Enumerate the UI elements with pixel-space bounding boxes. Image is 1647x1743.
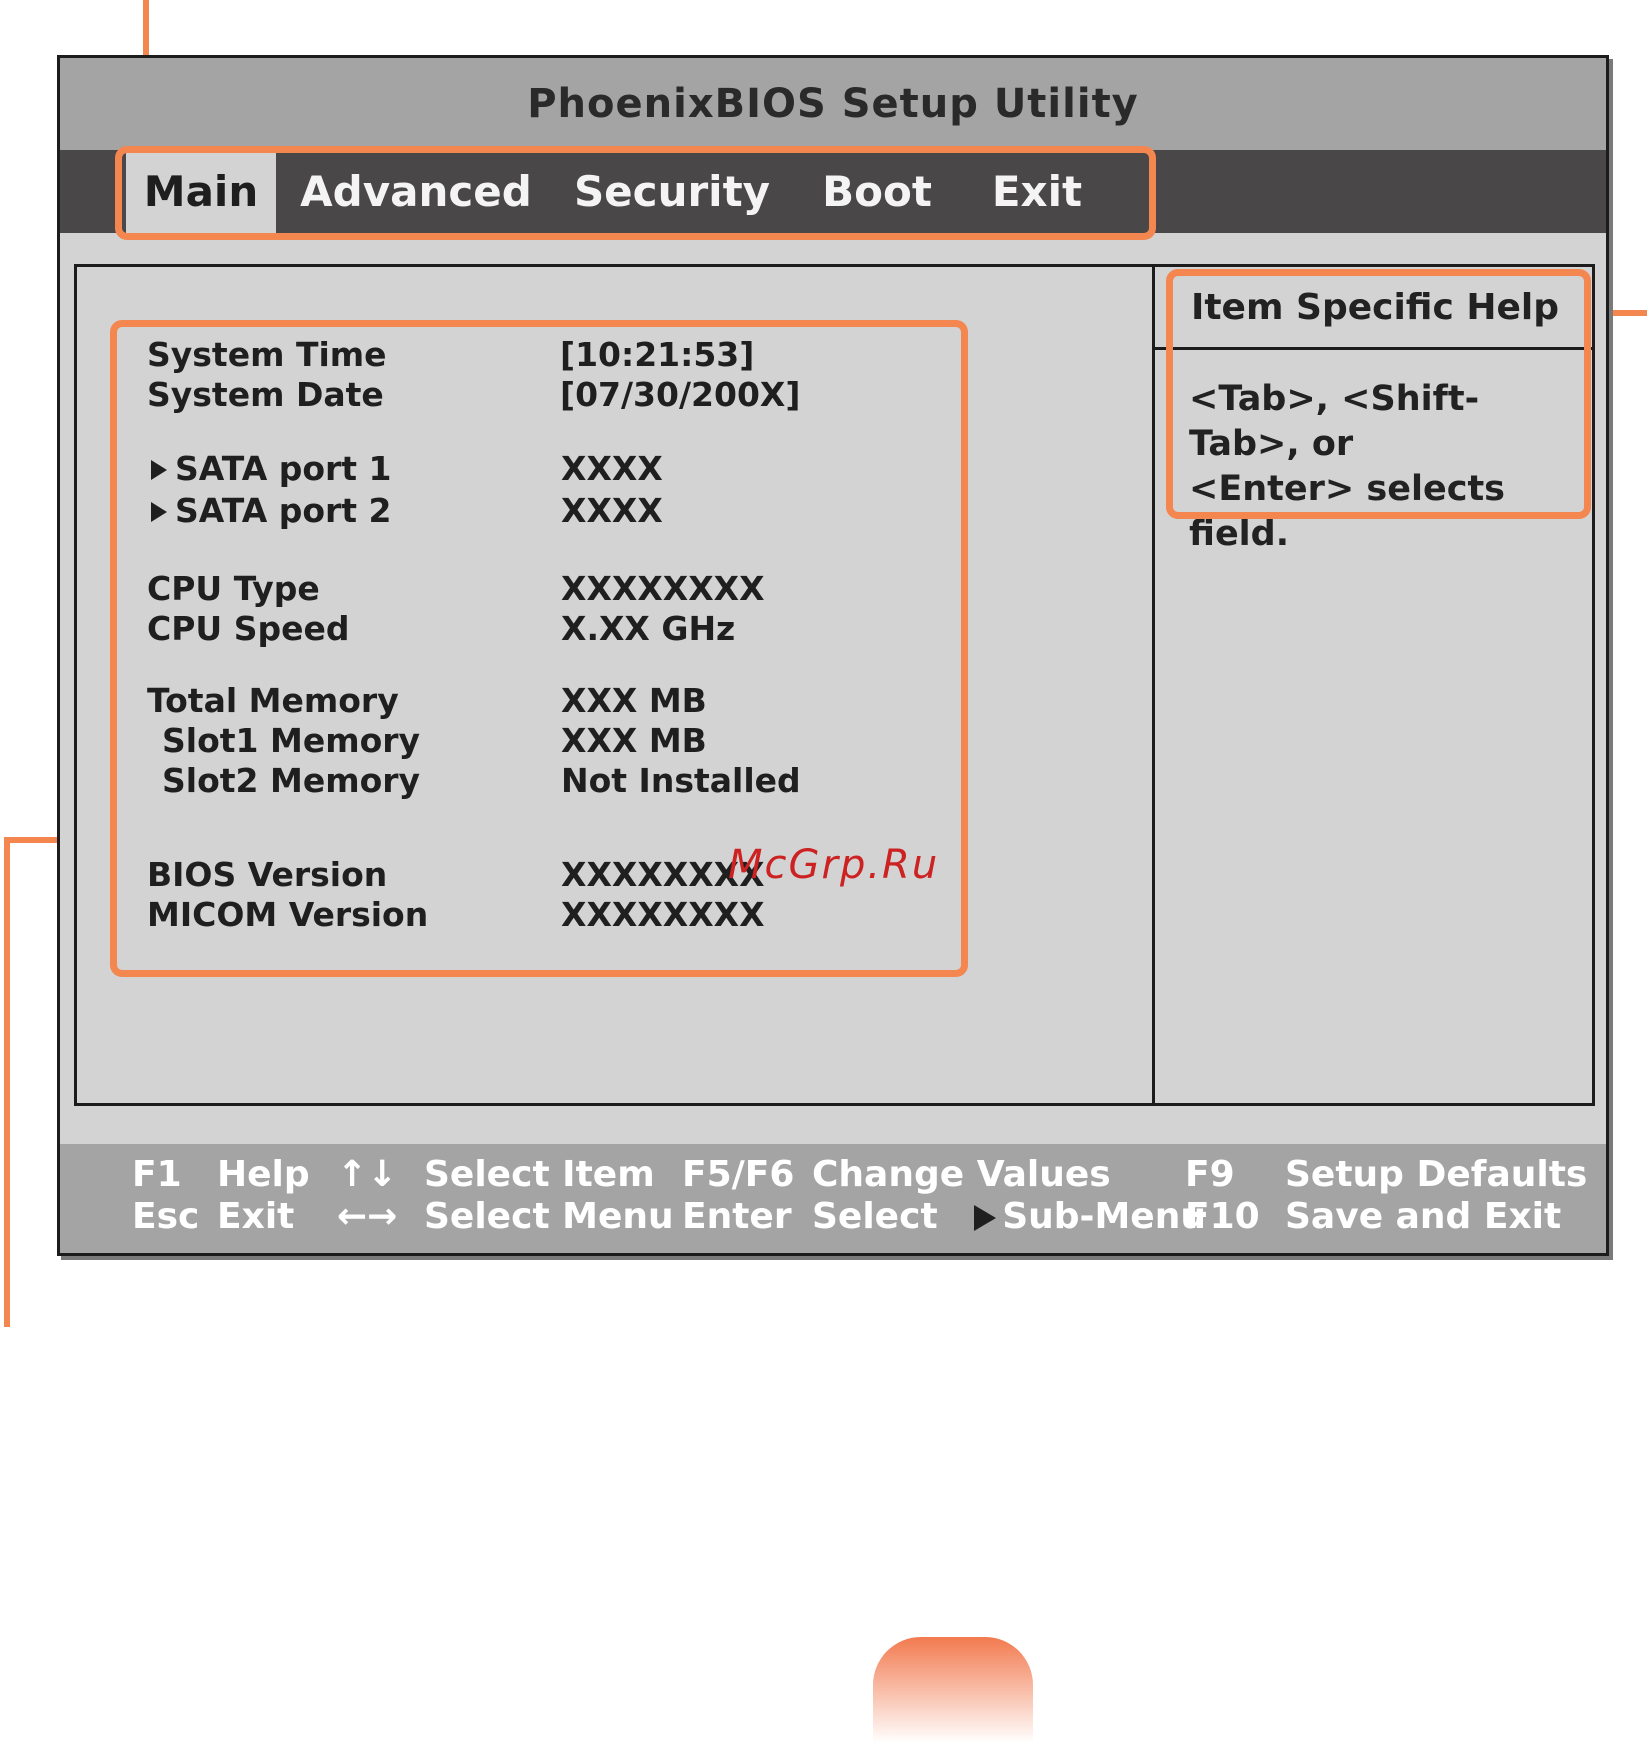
row-value: XXX MB — [561, 681, 707, 720]
tab-advanced[interactable]: Advanced — [300, 167, 532, 216]
row-value: XXX MB — [561, 721, 707, 760]
help-title: Item Specific Help — [1190, 286, 1560, 328]
row-value: XXXXXXXX — [561, 855, 765, 894]
key-f10-desc: Save and Exit — [1285, 1196, 1562, 1237]
row-label: Slot2 Memory — [162, 761, 421, 800]
key-enter-submenu: Sub-Menu — [1002, 1196, 1206, 1237]
row-value: XXXXXXXX — [561, 895, 765, 934]
callout-menu-tabs — [115, 146, 1156, 240]
tab-boot[interactable]: Boot — [822, 167, 932, 216]
key-f5-f6: F5/F6 — [682, 1154, 795, 1195]
row-label: System Time — [147, 335, 387, 374]
row-label: SATA port 1 — [175, 449, 392, 488]
key-legend-bar — [60, 1144, 1606, 1253]
row-label: Total Memory — [147, 681, 399, 720]
key-left-right-arrows-icon: ←→ — [337, 1196, 398, 1237]
key-enter-select: Select — [812, 1196, 938, 1237]
page-tab-marker — [873, 1637, 1033, 1743]
submenu-triangle-icon — [974, 1205, 996, 1231]
key-f10: F10 — [1185, 1196, 1260, 1237]
key-f9: F9 — [1185, 1154, 1235, 1195]
key-f5-f6-desc: Change Values — [812, 1154, 1111, 1195]
row-label: System Date — [147, 375, 384, 414]
key-f1: F1 — [132, 1154, 182, 1195]
callout-help-panel — [1166, 269, 1591, 519]
row-value: Not Installed — [561, 761, 801, 800]
tab-exit[interactable]: Exit — [991, 167, 1083, 216]
row-value[interactable]: [07/30/200X] — [560, 375, 801, 414]
row-value: XXXX — [561, 491, 663, 530]
callout-line-main-v — [4, 837, 10, 1327]
key-esc-desc: Exit — [217, 1196, 295, 1237]
row-label: CPU Type — [147, 569, 320, 608]
panel-divider — [1152, 267, 1155, 1103]
row-label: CPU Speed — [147, 609, 350, 648]
key-up-down-arrows-icon: ↑↓ — [337, 1154, 398, 1195]
key-f9-desc: Setup Defaults — [1285, 1154, 1588, 1195]
row-value[interactable]: [10:21:53] — [560, 335, 755, 374]
row-value: XXXXXXXX — [561, 569, 765, 608]
key-left-right-desc: Select Menu — [424, 1196, 674, 1237]
row-label: Slot1 Memory — [162, 721, 421, 760]
row-label: SATA port 2 — [175, 491, 392, 530]
tab-main[interactable]: Main — [126, 150, 276, 233]
row-value: XXXX — [561, 449, 663, 488]
key-f1-desc: Help — [217, 1154, 310, 1195]
key-enter: Enter — [682, 1196, 792, 1237]
row-label: MICOM Version — [147, 895, 429, 934]
key-up-down-desc: Select Item — [424, 1154, 655, 1195]
tab-security[interactable]: Security — [573, 167, 771, 216]
row-value: X.XX GHz — [561, 609, 736, 648]
key-esc: Esc — [132, 1196, 200, 1237]
key-enter-desc — [812, 1196, 1206, 1237]
help-line-1: <Tab>, <Shift-Tab>, or — [1189, 379, 1480, 464]
window-title: PhoenixBIOS Setup Utility — [60, 58, 1606, 150]
help-line-2: <Enter> selects field. — [1189, 469, 1506, 554]
watermark: McGrp.Ru — [728, 842, 940, 888]
row-label: BIOS Version — [147, 855, 388, 894]
